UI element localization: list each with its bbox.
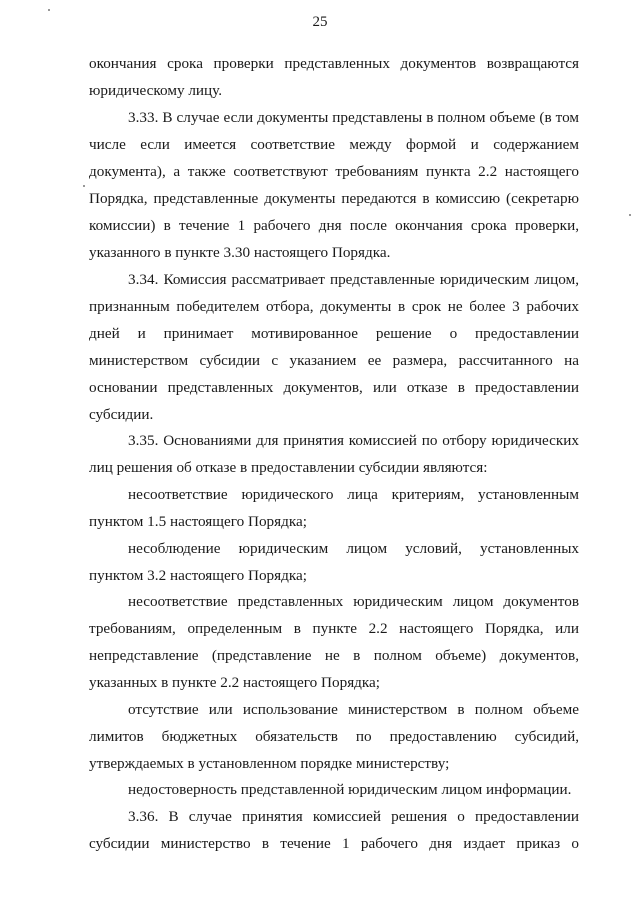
- text-line: субсидии министерство в течение 1 рабочего дня издает приказ о: [89, 835, 579, 852]
- text-line: несоответствие юридического лица критериям, установленным: [128, 486, 579, 503]
- text-line: основании представленных документов, или отказе в предоставлении: [89, 379, 579, 396]
- text-line: требованиям, определенным в пункте 2.2 настоящего Порядка, или: [89, 620, 579, 637]
- scan-speck: [629, 214, 631, 216]
- text-line: несоблюдение юридическим лицом условий, установленных: [128, 540, 579, 557]
- text-line: непредставление (представление не в полном объеме) документов,: [89, 647, 579, 664]
- text-line: окончания срока проверки представленных документов возвращаются: [89, 55, 579, 72]
- page-number: 25: [312, 14, 328, 30]
- text-line: отсутствие или использование министерством в полном объеме: [128, 701, 579, 718]
- scan-speck: [48, 9, 50, 11]
- text-line: субсидии.: [89, 406, 154, 423]
- paragraph-3-36: [89, 803, 579, 857]
- text-line: 3.34. Комиссия рассматривает представленные юридическим лицом,: [128, 271, 579, 288]
- text-line: 3.36. В случае принятия комиссией решения о предоставлении: [128, 808, 579, 825]
- paragraph-3-33: [89, 104, 579, 266]
- text-line: недостоверность представленной юридическим лицом информации.: [128, 781, 572, 798]
- text-line: пунктом 3.2 настоящего Порядка;: [89, 567, 307, 584]
- text-line: лиц решения об отказе в предоставлении субсидии являются:: [89, 459, 488, 476]
- text-line: дней и принимает мотивированное решение о предоставлении: [89, 325, 579, 342]
- text-line: числе если имеется соответствие между формой и содержанием: [89, 136, 579, 153]
- paragraph-3-34: [89, 266, 579, 428]
- paragraph-3-35: [89, 427, 579, 481]
- text-line: лимитов бюджетных обязательств по предоставлению субсидий,: [89, 728, 579, 745]
- text-line: признанным победителем отбора, документы в срок не более 3 рабочих: [89, 298, 579, 315]
- list-item: [89, 696, 579, 777]
- text-line: пунктом 1.5 настоящего Порядка;: [89, 513, 307, 530]
- text-line: юридическому лицу.: [89, 82, 223, 99]
- list-item: [89, 535, 579, 589]
- text-line: 3.35. Основаниями для принятия комиссией по отбору юридических: [128, 432, 579, 449]
- scan-speck: [83, 185, 85, 187]
- text-line: Порядка, представленные документы передаются в комиссию (секретарю: [89, 190, 579, 207]
- text-line: министерством субсидии с указанием ее размера, рассчитанного на: [89, 352, 579, 369]
- list-item: [89, 776, 579, 803]
- list-item: [89, 588, 579, 696]
- text-line: указанных в пункте 2.2 настоящего Порядка;: [89, 674, 381, 691]
- text-line: документа), а также соответствуют требованиям пункта 2.2 настоящего: [89, 163, 579, 180]
- text-line: комиссии) в течение 1 рабочего дня после окончания срока проверки,: [89, 217, 579, 234]
- list-item: [89, 481, 579, 535]
- text-line: несоответствие представленных юридическим лицом документов: [128, 593, 579, 610]
- text-line: утверждаемых в установленном порядке министерству;: [89, 755, 450, 772]
- text-line: указанного в пункте 3.30 настоящего Порядка.: [89, 244, 391, 261]
- text-line: 3.33. В случае если документы представлены в полном объеме (в том: [128, 109, 579, 126]
- paragraph-continuation: [89, 50, 579, 104]
